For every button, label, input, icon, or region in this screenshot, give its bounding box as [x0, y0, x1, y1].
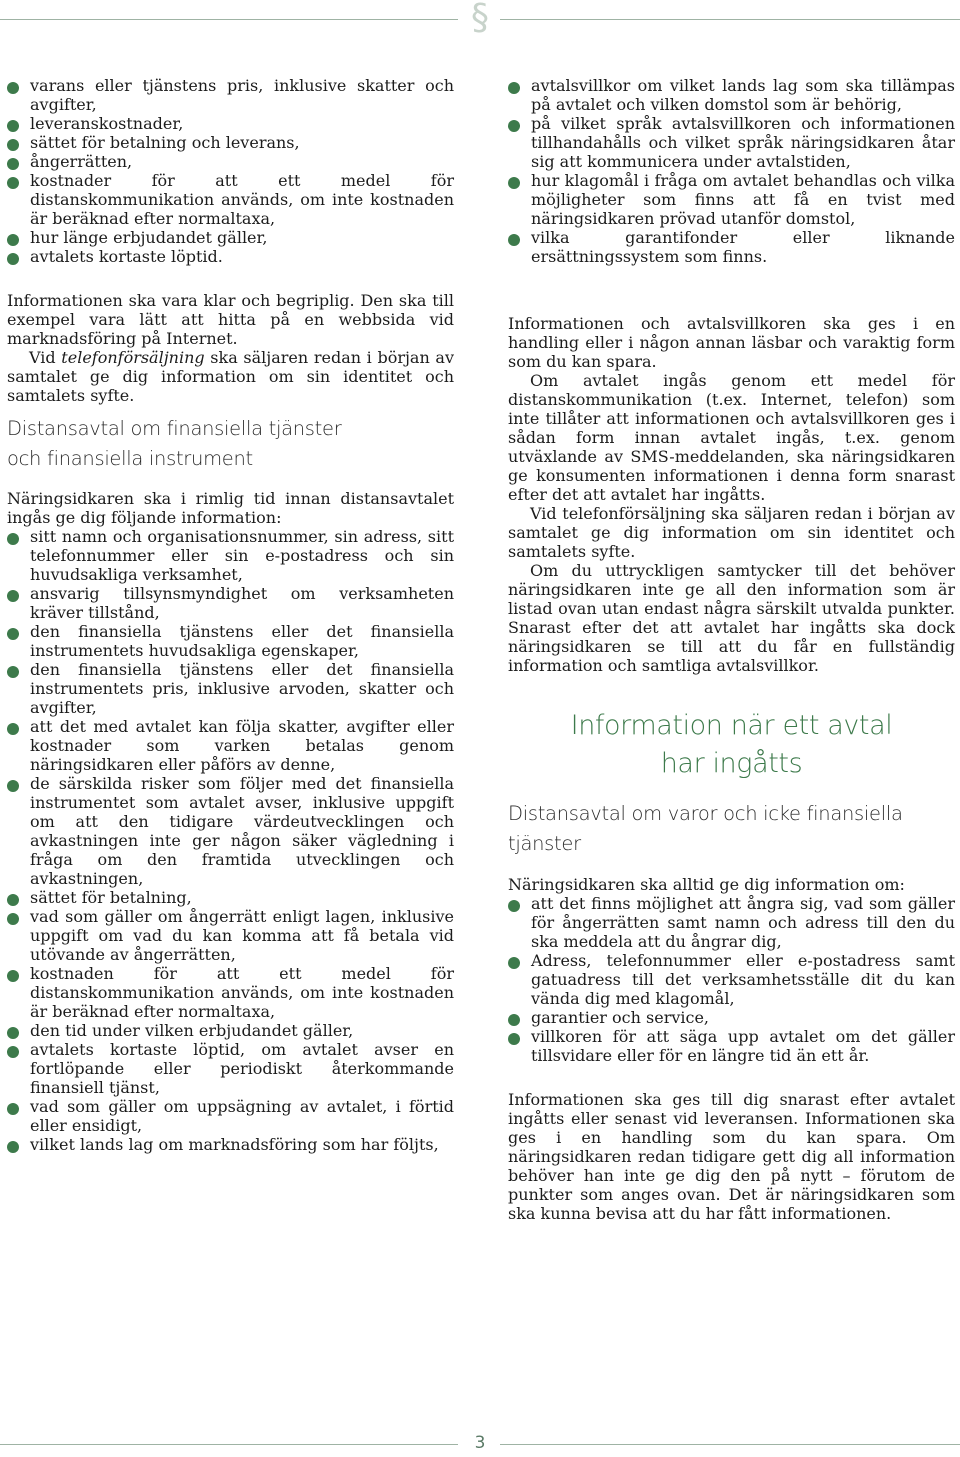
bullet-icon: [7, 139, 19, 151]
bullet-icon: [7, 1141, 19, 1153]
bullet-icon: [7, 82, 19, 94]
paragraph: Näringsidkaren ska i rimlig tid innan distansavtalet ingås ge dig följande information:: [7, 489, 454, 527]
footer-rule-left: [0, 1444, 458, 1445]
bullet-icon: [7, 120, 19, 132]
paragraph: Informationen ska vara klar och begriplig. Den ska till exempel vara lätt att hitta på en webbsida vid marknadsföring på Internet.: [7, 291, 454, 348]
left-list-2: [7, 527, 454, 1154]
bullet-icon: [7, 894, 19, 906]
bullet-icon: [7, 780, 19, 792]
list-item: den finansiella tjänstens eller det finansiella instrumentets pris, inklusive arvoden, skatter och avgifter,: [7, 660, 454, 717]
bullet-icon: [508, 120, 520, 132]
paragraph: Vid telefonförsäljning ska säljaren redan i början av samtalet ge dig information om sin identitet och samtalets syfte.: [508, 504, 955, 561]
bullet-icon: [7, 628, 19, 640]
bullet-icon: [508, 1014, 520, 1026]
header-rule-left: [0, 19, 458, 20]
list-item: avtalsvillkor om vilket lands lag som ska tillämpas på avtalet och vilken domstol som är behörig,: [508, 76, 955, 114]
footer-rule-right: [500, 1444, 960, 1445]
list-item: avtalets kortaste löptid, om avtalet avser en fortlöpande eller periodiskt återkommande finansiell tjänst,: [7, 1040, 454, 1097]
list-item: Adress, telefonnummer eller e-postadress samt gatuadress till det verksamhetsställe dit du kan vända dig med klagomål,: [508, 951, 955, 1008]
list-item: ansvarig tillsynsmyndighet om verksamheten kräver tillstånd,: [7, 584, 454, 622]
section-heading: Distansavtal om varor och icke finansiella tjänster: [508, 802, 903, 855]
list-item: garantier och service,: [508, 1008, 955, 1027]
list-item: sättet för betalning,: [7, 888, 454, 907]
list-item: kostnaden för att ett medel för distanskommunikation används, om inte kostnaden är beräknad efter normaltaxa,: [7, 964, 454, 1021]
right-list-1: [508, 76, 955, 266]
bullet-icon: [508, 900, 520, 912]
bullet-icon: [508, 234, 520, 246]
bullet-icon: [7, 533, 19, 545]
right-column: [508, 76, 955, 1223]
list-item: att det med avtalet kan följa skatter, avgifter eller kostnader som varken betalas genom näringsidkaren eller påförs av denne,: [7, 717, 454, 774]
bullet-icon: [508, 177, 520, 189]
section-symbol: §: [471, 0, 489, 38]
list-item: vad som gäller om ångerrätt enligt lagen, inklusive uppgift om vad du kan komma att få betala vid utövande av ångerrätten,: [7, 907, 454, 964]
list-item: sättet för betalning och leverans,: [7, 133, 454, 152]
list-item: avtalets kortaste löptid.: [7, 247, 454, 266]
list-item: vilket lands lag om marknadsföring som har följts,: [7, 1135, 454, 1154]
list-item: ångerrätten,: [7, 152, 454, 171]
section-title: Information när ett avtal har ingåtts: [570, 710, 893, 779]
emphasis: telefonförsäljning: [61, 348, 205, 367]
list-item: på vilket språk avtalsvillkoren och informationen tillhandahålls och vilket språk näringsidkaren åtar sig att kommunicera under avtalstiden,: [508, 114, 955, 171]
bullet-icon: [7, 234, 19, 246]
paragraph: Om avtalet ingås genom ett medel för distanskommunikation (t.ex. Internet, telefon) som inte tillåter att informationen och avtalsvillkoren ges i sådan form innan avtalet ingås, t.ex. genom utväxlande av SMS-meddelanden, ska näringsidkaren ge konsumenten informationen i denna form snarast efter det att avtalet har ingåtts.: [508, 371, 955, 504]
left-list-1: [7, 76, 454, 266]
bullet-icon: [7, 253, 19, 265]
paragraph: Informationen och avtalsvillkoren ska ges i en handling eller i någon annan läsbar och varaktig form som du kan spara.: [508, 314, 955, 371]
paragraph: Om du uttryckligen samtycker till det behöver näringsidkaren inte ge all den information som är listad ovan utan endast några särskilt utvalda punkter. Snarast efter det att avtalet har ingåtts ska dock näringsidkaren se till att du får en fullständig information och samtliga avtalsvillkor.: [508, 561, 955, 675]
right-list-2: [508, 894, 955, 1065]
list-item: villkoren för att säga upp avtalet om det gäller tillsvidare eller för en längre tid än ett år.: [508, 1027, 955, 1065]
list-item: leveranskostnader,: [7, 114, 454, 133]
paragraph: Näringsidkaren ska alltid ge dig information om:: [508, 875, 905, 894]
list-item: den finansiella tjänstens eller det finansiella instrumentets huvudsakliga egenskaper,: [7, 622, 454, 660]
bullet-icon: [7, 1027, 19, 1039]
bullet-icon: [7, 913, 19, 925]
bullet-icon: [7, 1103, 19, 1115]
header-rule-right: [500, 19, 960, 20]
list-item: hur länge erbjudandet gäller,: [7, 228, 454, 247]
bullet-icon: [7, 666, 19, 678]
bullet-icon: [7, 590, 19, 602]
list-item: vad som gäller om uppsägning av avtalet, i förtid eller ensidigt,: [7, 1097, 454, 1135]
bullet-icon: [7, 970, 19, 982]
bullet-icon: [7, 158, 19, 170]
left-column: [7, 76, 454, 1154]
bullet-icon: [7, 177, 19, 189]
bullet-icon: [7, 1046, 19, 1058]
page-number: 3: [474, 1433, 486, 1453]
list-item: varans eller tjänstens pris, inklusive skatter och avgifter,: [7, 76, 454, 114]
list-item: sitt namn och organisationsnummer, sin adress, sitt telefonnummer eller sin e-postadress och sin huvudsakliga verksamhet,: [7, 527, 454, 584]
section-heading: Distansavtal om finansiella tjänster och finansiella instrument: [7, 417, 342, 470]
bullet-icon: [508, 957, 520, 969]
list-item: vilka garantifonder eller liknande ersättningssystem som finns.: [508, 228, 955, 266]
paragraph: Informationen ska ges till dig snarast efter avtalet ingåtts eller senast vid leveransen. Informationen ska ges i en handling som du kan spara. Om näringsidkaren redan tidigare gett dig all information behöver han inte ge dig den på nytt – förutom de punkter som anges ovan. Det är näringsidkaren som ska kunna bevisa att du har fått informationen.: [508, 1090, 955, 1223]
list-item: hur klagomål i fråga om avtalet behandlas och vilka möjligheter som finns att få en tvist med näringsidkaren prövad utanför domstol,: [508, 171, 955, 228]
list-item: de särskilda risker som följer med det finansiella instrumentet som avtalet avser, inklusive uppgift om att den tidigare värdeutvecklingen och avkastningen inte ger någon säker vägledning i fråga om den framtida utvecklingen och avkastningen,: [7, 774, 454, 888]
bullet-icon: [508, 82, 520, 94]
list-item: att det finns möjlighet att ångra sig, vad som gäller för ångerrätten samt namn och adress till den du ska meddela att du ångrar dig,: [508, 894, 955, 951]
bullet-icon: [508, 1033, 520, 1045]
bullet-icon: [7, 723, 19, 735]
list-item: kostnader för att ett medel för distanskommunikation används, om inte kostnaden är beräknad efter normaltaxa,: [7, 171, 454, 228]
list-item: den tid under vilken erbjudandet gäller,: [7, 1021, 454, 1040]
paragraph: Vid telefonförsäljning ska säljaren redan i början av samtalet ge dig information om sin identitet och samtalets syfte.: [7, 348, 454, 405]
